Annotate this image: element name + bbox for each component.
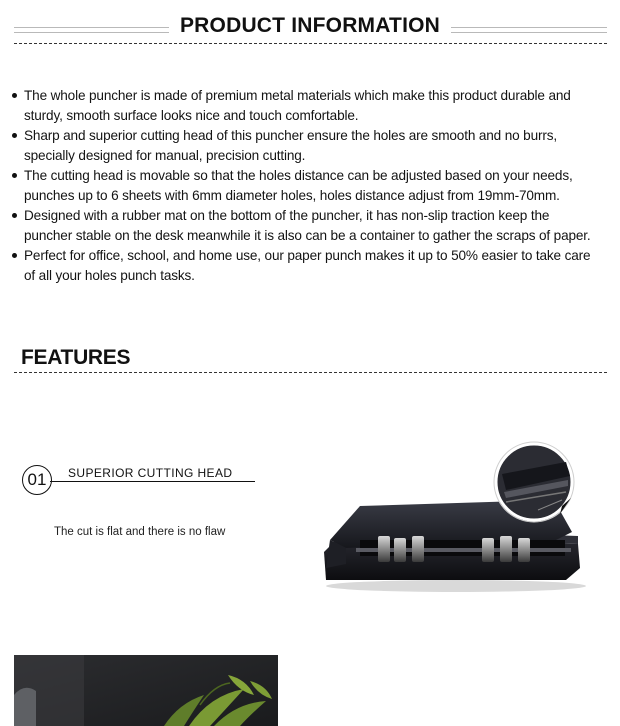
list-item <box>12 126 600 166</box>
list-item <box>12 246 600 286</box>
list-item-text: The cutting head is movable so that the holes distance can be adjusted based on your needs, punches up to 6 sheets with 6mm diameter holes, holes distance adjust from 19mm-70mm. <box>24 168 573 203</box>
bullet-icon <box>12 133 17 138</box>
hole-puncher-image <box>316 440 586 600</box>
list-item <box>12 166 600 206</box>
product-information-divider <box>14 43 607 44</box>
bullet-icon <box>12 93 17 98</box>
cutting-heads-right <box>482 536 530 562</box>
bullet-icon <box>12 173 17 178</box>
feature-heading: SUPERIOR CUTTING HEAD <box>68 466 233 480</box>
list-item <box>12 206 600 246</box>
office-scene-photo <box>14 655 278 726</box>
bullet-icon <box>12 253 17 258</box>
feature-caption: The cut is flat and there is no flaw <box>54 526 226 538</box>
features-divider <box>14 372 607 373</box>
list-item-text: Designed with a rubber mat on the bottom of the puncher, it has non-slip traction keep the puncher stable on the desk meanwhile it is also can be a container to gather the scraps of paper. <box>24 208 591 243</box>
list-item-text: Sharp and superior cutting head of this puncher ensure the holes are smooth and no burrs, specially designed for manual, precision cutting. <box>24 128 558 163</box>
bullet-icon <box>12 213 17 218</box>
features-title: FEATURES <box>21 346 131 369</box>
list-item-text: Perfect for office, school, and home use, our paper punch makes it up to 50% easier to take care of all your holes punch tasks. <box>24 248 591 283</box>
feature-heading-rule <box>50 481 255 482</box>
cutting-heads-left <box>378 536 424 562</box>
product-information-list <box>12 86 600 286</box>
product-information-title: PRODUCT INFORMATION <box>179 14 441 37</box>
feature-number-badge: 01 <box>22 465 52 495</box>
list-item-text: The whole puncher is made of premium metal materials which make this product durable and sturdy, smooth surface looks nice and touch comfortable. <box>24 88 571 123</box>
list-item <box>12 86 600 126</box>
